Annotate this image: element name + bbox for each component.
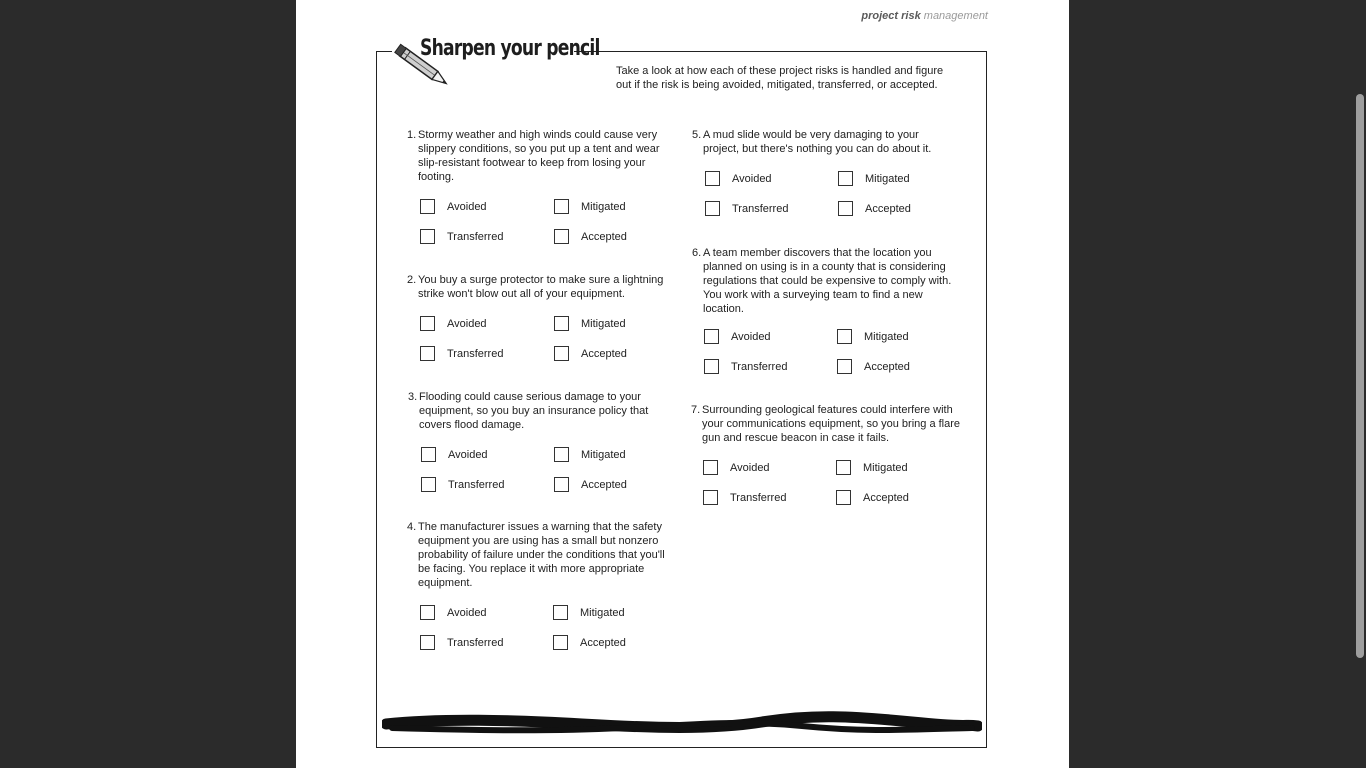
question-number: 1. (407, 129, 417, 141)
checkbox[interactable] (421, 477, 436, 492)
q2-avoided-option[interactable]: Avoided (420, 316, 487, 331)
question-6 (692, 246, 962, 316)
checkbox[interactable] (554, 477, 569, 492)
running-header-light: management (923, 10, 988, 22)
exercise-intro: Take a look at how each of these project risks is handled and figure out if the risk is being avoided, mitigated, transferred, or accepted. (616, 65, 944, 91)
q1-avoided-option[interactable]: Avoided (420, 199, 487, 214)
checkbox[interactable] (553, 605, 568, 620)
question-3 (408, 390, 670, 432)
q6-avoided-option[interactable]: Avoided (704, 329, 771, 344)
checkbox[interactable] (836, 490, 851, 505)
checkbox[interactable] (704, 329, 719, 344)
q6-accepted-option[interactable]: Accepted (837, 359, 910, 374)
checkbox[interactable] (554, 346, 569, 361)
q3-transferred-option[interactable]: Transferred (421, 477, 504, 492)
question-text: Stormy weather and high winds could cause very slippery conditions, so you put up a tent and wear slip-resistant footwear to keep from losing your footing. (418, 129, 660, 183)
q7-avoided-option[interactable]: Avoided (703, 460, 770, 475)
q5-accepted-option[interactable]: Accepted (838, 201, 911, 216)
q3-avoided-option[interactable]: Avoided (421, 447, 488, 462)
checkbox[interactable] (554, 199, 569, 214)
checkbox[interactable] (705, 201, 720, 216)
checkbox[interactable] (420, 635, 435, 650)
q7-mitigated-option[interactable]: Mitigated (836, 460, 908, 475)
question-number: 3. (408, 391, 418, 403)
q6-transferred-option[interactable]: Transferred (704, 359, 787, 374)
scrollbar-thumb[interactable] (1356, 94, 1364, 658)
question-text: A team member discovers that the location you planned on using is in a county that is considering regulations that could be expensive to comply with. You work with a surveying team to find a new location. (703, 247, 952, 315)
checkbox[interactable] (838, 171, 853, 186)
q3-accepted-option[interactable]: Accepted (554, 477, 627, 492)
q3-mitigated-option[interactable]: Mitigated (554, 447, 626, 462)
q4-avoided-option[interactable]: Avoided (420, 605, 487, 620)
q2-accepted-option[interactable]: Accepted (554, 346, 627, 361)
q4-accepted-option[interactable]: Accepted (553, 635, 626, 650)
checkbox[interactable] (837, 329, 852, 344)
checkbox[interactable] (836, 460, 851, 475)
q1-mitigated-option[interactable]: Mitigated (554, 199, 626, 214)
question-1 (407, 128, 677, 184)
q4-mitigated-option[interactable]: Mitigated (553, 605, 625, 620)
q1-accepted-option[interactable]: Accepted (554, 229, 627, 244)
q7-accepted-option[interactable]: Accepted (836, 490, 909, 505)
q4-transferred-option[interactable]: Transferred (420, 635, 503, 650)
question-text: The manufacturer issues a warning that the safety equipment you are using has a small but nonzero probability of failure under the conditions that you'll be facing. You replace it with more appropriate equipment. (418, 521, 665, 589)
q5-avoided-option[interactable]: Avoided (705, 171, 772, 186)
checkbox[interactable] (554, 316, 569, 331)
q5-transferred-option[interactable]: Transferred (705, 201, 788, 216)
q6-mitigated-option[interactable]: Mitigated (837, 329, 909, 344)
checkbox[interactable] (420, 316, 435, 331)
question-number: 2. (407, 274, 417, 286)
checkbox[interactable] (421, 447, 436, 462)
checkbox[interactable] (705, 171, 720, 186)
checkbox[interactable] (837, 359, 852, 374)
question-2 (407, 273, 681, 301)
question-5 (692, 128, 954, 156)
question-text: Flooding could cause serious damage to your equipment, so you buy an insurance policy that covers flood damage. (419, 391, 649, 431)
question-number: 4. (407, 521, 417, 533)
question-text: You buy a surge protector to make sure a lightning strike won't blow out all of your equipment. (418, 274, 664, 300)
question-number: 5. (692, 129, 702, 141)
question-text: A mud slide would be very damaging to your project, but there's nothing you can do about it. (703, 129, 932, 155)
vertical-scrollbar[interactable] (1352, 0, 1366, 768)
running-header (861, 10, 988, 22)
question-7 (691, 403, 961, 445)
q2-transferred-option[interactable]: Transferred (420, 346, 503, 361)
checkbox[interactable] (420, 229, 435, 244)
checkbox[interactable] (553, 635, 568, 650)
document-page (296, 0, 1069, 768)
exercise-title-block (392, 36, 600, 90)
q5-mitigated-option[interactable]: Mitigated (838, 171, 910, 186)
question-4 (407, 520, 679, 590)
checkbox[interactable] (420, 199, 435, 214)
pencil-scribble-divider (382, 708, 982, 742)
checkbox[interactable] (554, 447, 569, 462)
q2-mitigated-option[interactable]: Mitigated (554, 316, 626, 331)
checkbox[interactable] (703, 490, 718, 505)
question-text: Surrounding geological features could interfere with your communications equipment, so you bring a flare gun and rescue beacon in case it fails. (702, 404, 961, 444)
checkbox[interactable] (420, 346, 435, 361)
checkbox[interactable] (838, 201, 853, 216)
exercise-title: Sharpen your pencil (420, 36, 600, 61)
checkbox[interactable] (704, 359, 719, 374)
running-header-bold: project risk (861, 10, 921, 22)
question-number: 6. (692, 247, 702, 259)
q1-transferred-option[interactable]: Transferred (420, 229, 503, 244)
question-number: 7. (691, 404, 701, 416)
checkbox[interactable] (554, 229, 569, 244)
checkbox[interactable] (420, 605, 435, 620)
checkbox[interactable] (703, 460, 718, 475)
q7-transferred-option[interactable]: Transferred (703, 490, 786, 505)
